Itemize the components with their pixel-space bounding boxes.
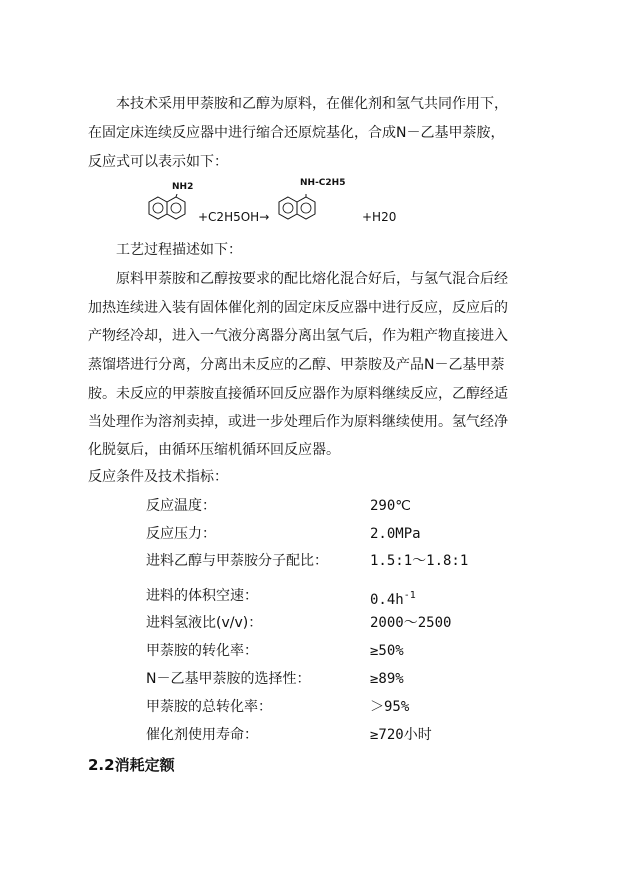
condition-row: [0, 587, 621, 607]
ethanol-term: +C2H5OH→: [198, 210, 270, 224]
condition-value: 2.0MPa: [370, 526, 421, 542]
condition-value: 2000～2500: [370, 615, 452, 631]
condition-value-text: 0.4h: [370, 592, 404, 608]
process-line-3: 产物经冷却，进入一气液分离器分离出氢气后，作为粗产物直接进入: [88, 328, 508, 344]
process-heading: 工艺过程描述如下：: [116, 242, 242, 258]
naphthalene-ring-icon: [278, 194, 318, 224]
intro-line-3: 反应式可以表示如下：: [88, 154, 228, 170]
condition-value: ≥89%: [370, 671, 404, 687]
process-line-6: 当处理作为溶剂卖掉，或进一步处理后作为原料继续使用。氢气经净: [88, 414, 508, 430]
condition-row: [0, 614, 621, 634]
section-title: 2.2消耗定额: [88, 756, 175, 774]
condition-label: 进料的体积空速：: [146, 588, 258, 604]
condition-label: 进料氢液比(v/v)：: [146, 615, 263, 631]
process-line-5: 胺。未反应的甲萘胺直接循环回反应器作为原料继续反应，乙醇经适: [88, 386, 508, 402]
condition-value: ≥720小时: [370, 727, 432, 743]
condition-value: 290℃: [370, 498, 412, 514]
process-line-1: 原料甲萘胺和乙醇按要求的配比熔化混合好后，与氢气混合后经: [116, 271, 508, 287]
condition-label: 反应温度：: [146, 498, 216, 514]
process-line-2: 加热连续进入装有固体催化剂的固定床反应器中进行反应，反应后的: [88, 300, 508, 316]
condition-row: [0, 726, 621, 746]
conditions-heading: 反应条件及技术指标：: [88, 469, 228, 485]
product-amine-group: NH-C2H5: [300, 178, 346, 188]
condition-label: 甲萘胺的总转化率：: [146, 699, 272, 715]
process-line-7: 化脱氨后，由循环压缩机循环回反应器。: [88, 442, 340, 458]
condition-row: [0, 670, 621, 690]
condition-label: 反应压力：: [146, 526, 216, 542]
condition-row: [0, 552, 621, 572]
naphthalene-ring-icon: [148, 194, 188, 224]
condition-value: ＞95%: [370, 699, 410, 715]
condition-value: ≥50%: [370, 643, 404, 659]
condition-label: 甲萘胺的转化率：: [146, 643, 258, 659]
condition-row: [0, 642, 621, 662]
reaction-equation: [140, 178, 440, 234]
condition-value-superscript: -1: [403, 590, 416, 601]
condition-value: [370, 587, 416, 609]
condition-row: [0, 525, 621, 545]
intro-line-2: 在固定床连续反应器中进行缩合还原烷基化，合成N－乙基甲萘胺，: [88, 125, 505, 141]
condition-value: 1.5:1～1.8:1: [370, 553, 469, 569]
intro-line-1: 本技术采用甲萘胺和乙醇为原料，在催化剂和氢气共同作用下，: [116, 96, 508, 112]
water-term: +H20: [362, 210, 397, 224]
condition-label: 催化剂使用寿命：: [146, 727, 258, 743]
condition-row: [0, 698, 621, 718]
condition-label: N－乙基甲萘胺的选择性：: [146, 671, 311, 687]
condition-row: [0, 497, 621, 517]
process-line-4: 蒸馏塔进行分离，分离出未反应的乙醇、甲萘胺及产品N－乙基甲萘: [88, 357, 505, 373]
condition-label: 进料乙醇与甲萘胺分子配比：: [146, 553, 328, 569]
reactant-amine-group: NH2: [172, 182, 194, 192]
